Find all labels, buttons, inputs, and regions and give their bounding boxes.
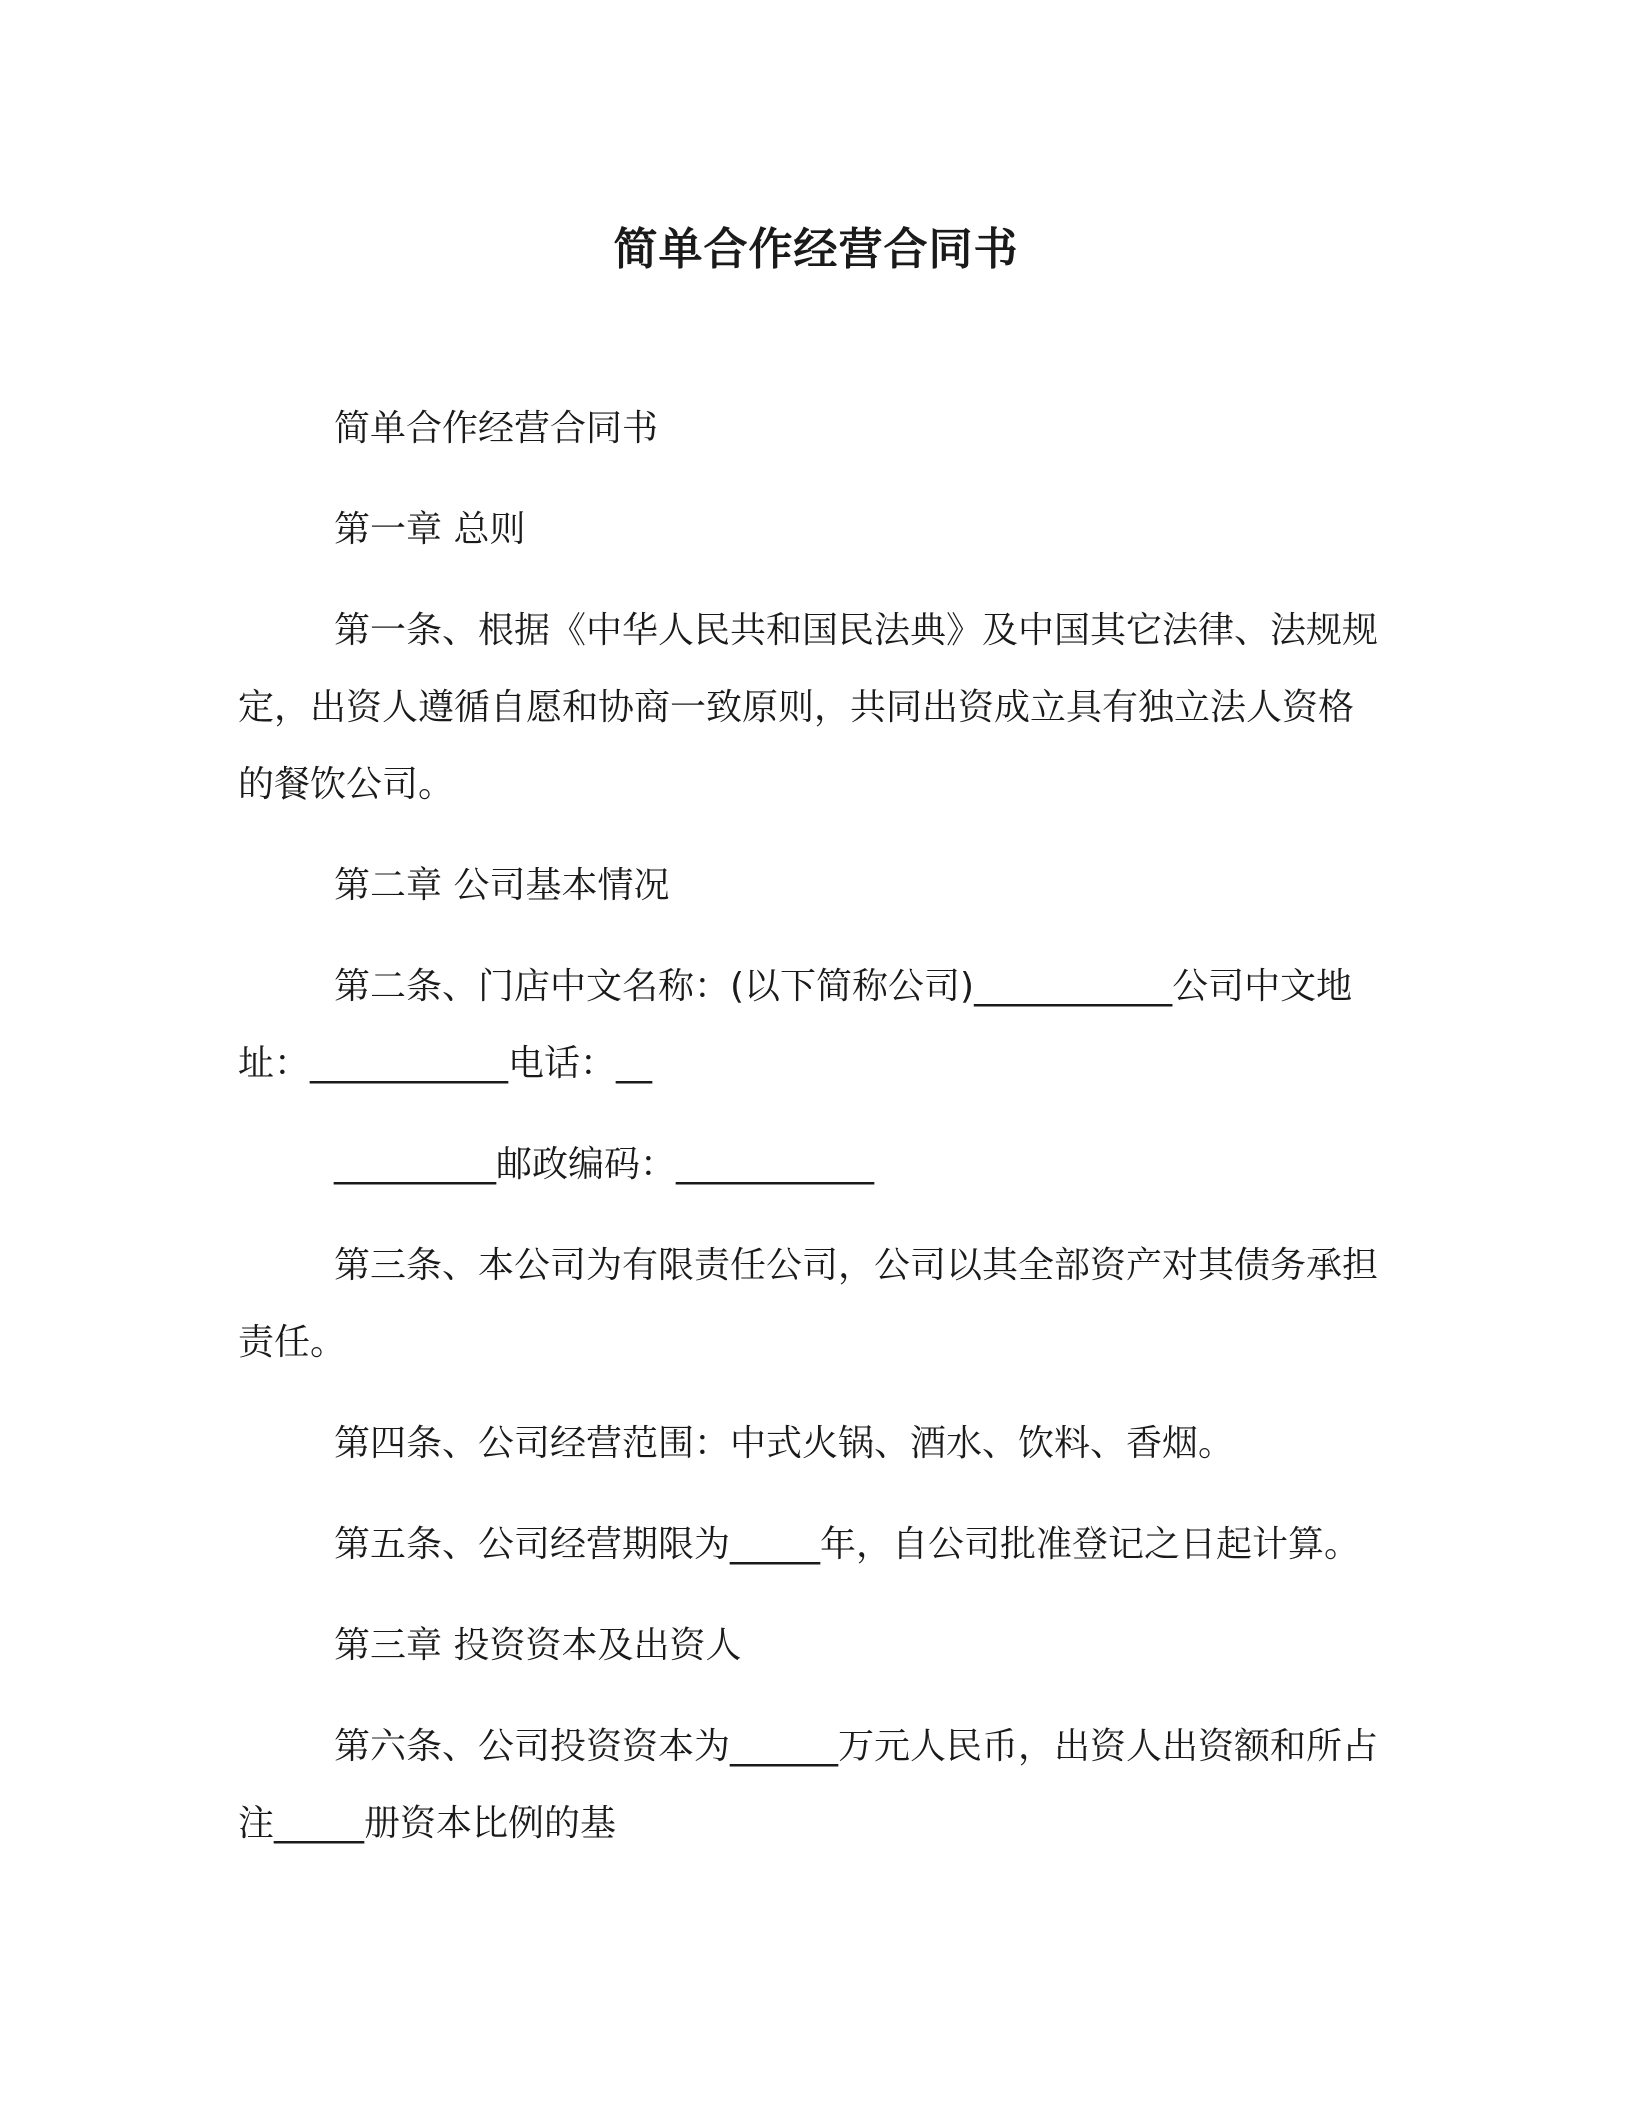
article-6: 第六条、公司投资资本为______万元人民币，出资人出资额和所占注_____册资本比例的基 [238, 1726, 1379, 1844]
paragraph-subtitle: 简单合作经营合同书 [334, 408, 659, 449]
document-body [238, 390, 1388, 1886]
article-2: 第二条、门店中文名称：(以下简称公司)___________公司中文地址：___________电话：__ [238, 966, 1353, 1084]
article-3: 第三条、本公司为有限责任公司，公司以其全部资产对其债务承担责任。 [238, 1245, 1379, 1363]
article-4: 第四条、公司经营范围：中式火锅、酒水、饮料、香烟。 [334, 1423, 1235, 1464]
article-2-continued: _________邮政编码：___________ [334, 1144, 875, 1185]
document-title: 简单合作经营合同书 [613, 224, 1019, 275]
chapter-1-heading: 第一章 总则 [334, 509, 526, 550]
article-5: 第五条、公司经营期限为_____年，自公司批准登记之日起计算。 [334, 1524, 1361, 1565]
article-1: 第一条、根据《中华人民共和国民法典》及中国其它法律、法规规定，出资人遵循自愿和协商一致原则，共同出资成立具有独立法人资格的餐饮公司。 [238, 610, 1379, 805]
chapter-3-heading: 第三章 投资资本及出资人 [334, 1625, 742, 1666]
chapter-2-heading: 第二章 公司基本情况 [334, 865, 670, 906]
